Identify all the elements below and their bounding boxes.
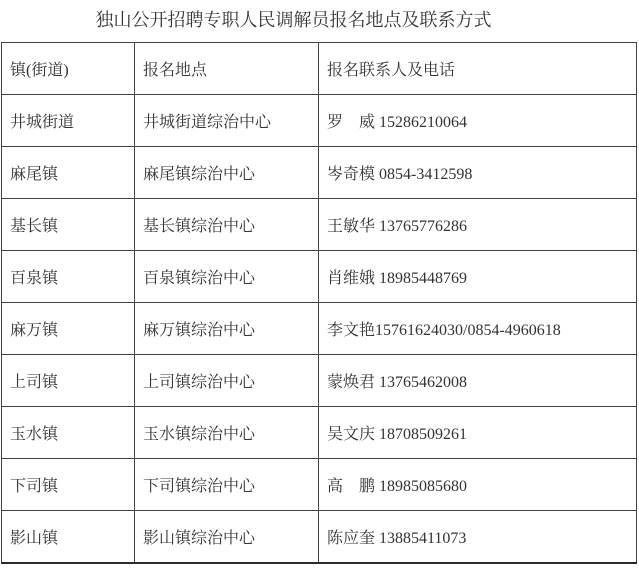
column-header-town: 镇(街道) (2, 43, 135, 95)
table-row (2, 199, 637, 251)
cell-location: 基长镇综治中心 (135, 199, 319, 251)
cell-town: 影山镇 (2, 511, 135, 564)
table-row (2, 251, 637, 303)
table-row (2, 147, 637, 199)
cell-town: 百泉镇 (2, 251, 135, 303)
table-row (2, 459, 637, 511)
page-title: 独山公开招聘专职人民调解员报名地点及联系方式 (95, 10, 492, 30)
cell-contact: 吴文庆 18708509261 (319, 407, 637, 459)
cell-contact: 李文艳15761624030/0854-4960618 (319, 303, 637, 355)
cell-contact: 王敏华 13765776286 (319, 199, 637, 251)
cell-contact: 高 鹏 18985085680 (319, 459, 637, 511)
cell-location: 麻尾镇综治中心 (135, 147, 319, 199)
cell-contact: 岑奇模 0854-3412598 (319, 147, 637, 199)
cell-town: 基长镇 (2, 199, 135, 251)
cell-town: 麻尾镇 (2, 147, 135, 199)
cell-location: 麻万镇综治中心 (135, 303, 319, 355)
cell-contact: 肖维娥 18985448769 (319, 251, 637, 303)
cell-location: 影山镇综治中心 (135, 511, 319, 564)
cell-town: 麻万镇 (2, 303, 135, 355)
cell-town: 井城街道 (2, 95, 135, 147)
column-header-contact: 报名联系人及电话 (319, 43, 637, 95)
table-row (2, 407, 637, 459)
table-row (2, 303, 637, 355)
cell-location: 上司镇综治中心 (135, 355, 319, 407)
cell-town: 下司镇 (2, 459, 135, 511)
cell-contact: 蒙焕君 13765462008 (319, 355, 637, 407)
cell-location: 下司镇综治中心 (135, 459, 319, 511)
cell-contact: 罗 威 15286210064 (319, 95, 637, 147)
cell-town: 玉水镇 (2, 407, 135, 459)
table-row (2, 511, 637, 564)
table-header-row (2, 43, 637, 95)
cell-location: 玉水镇综治中心 (135, 407, 319, 459)
cell-town: 上司镇 (2, 355, 135, 407)
table-row (2, 95, 637, 147)
column-header-location: 报名地点 (135, 43, 319, 95)
cell-contact: 陈应奎 13885411073 (319, 511, 637, 564)
cell-location: 井城街道综治中心 (135, 95, 319, 147)
table-row (2, 355, 637, 407)
cell-location: 百泉镇综治中心 (135, 251, 319, 303)
contact-table (1, 42, 637, 564)
